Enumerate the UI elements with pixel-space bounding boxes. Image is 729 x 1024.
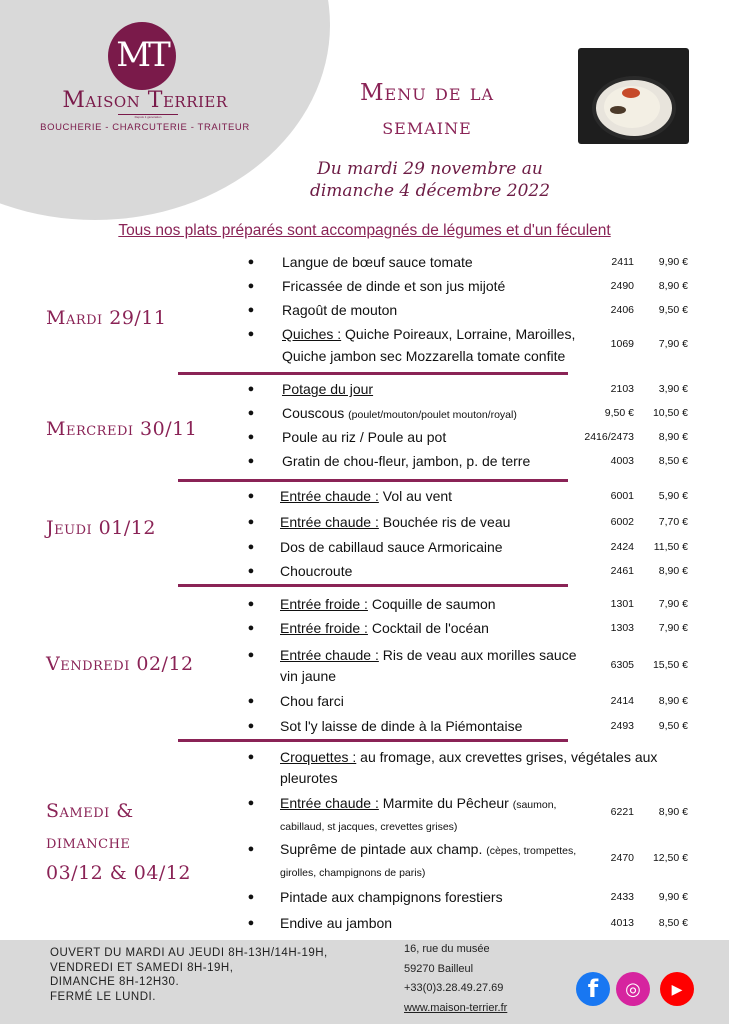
section-divider [178,372,568,375]
facebook-icon[interactable]: f [576,972,610,1006]
product-code: 9,50 € [604,407,634,419]
product-code: 2416/2473 [584,431,634,443]
section-divider [178,739,568,742]
product-code: 2461 [610,565,634,577]
price: 10,50 € [652,407,688,419]
price: 7,90 € [658,598,688,610]
product-code: 2490 [610,280,634,292]
day-label: Vendredi 02/12 [46,653,194,675]
brand-tagline: BOUCHERIE - CHARCUTERIE - TRAITEUR [40,122,250,133]
phone-number: +33(0)3.28.49.27.69 [404,982,504,994]
product-code: 2103 [610,383,634,395]
product-code: 1301 [610,598,634,610]
opening-hours [50,946,328,1004]
price: 8,90 € [658,695,688,707]
address [404,940,507,1018]
intro-text: Tous nos plats préparés sont accompagnés de légumes et d'un féculent [118,222,611,239]
product-code: 2470 [610,852,634,864]
address-city: 59270 Bailleul [404,962,474,975]
dates-line1: Du mardi 29 novembre au [317,159,543,179]
product-code: 2424 [610,541,634,553]
footer [0,940,729,1024]
brand-name: Maison Terrier [62,88,228,113]
price: 8,90 € [658,280,688,292]
price: 12,50 € [652,852,688,864]
hours-line: FERMÉ LE LUNDI. [50,990,156,1003]
product-code: 4003 [610,455,634,467]
instagram-icon[interactable]: ◎ [616,972,650,1006]
price: 8,50 € [658,917,688,929]
day-label: Mercredi 30/11 [46,418,198,440]
menu-title-line2: semaine [382,114,472,140]
section-divider [178,584,568,587]
product-code: 2411 [611,256,634,268]
youtube-icon[interactable]: ▶ [660,972,694,1006]
product-code: 2493 [610,720,634,732]
product-code: 6001 [610,490,634,502]
product-code: 1069 [610,338,634,350]
price: 7,90 € [658,622,688,634]
price: 3,90 € [658,383,688,395]
menu-title-line1: Menu de la [359,80,495,106]
day-label: dimanche [46,831,131,853]
price: 11,50 € [653,541,688,553]
price: 8,90 € [658,431,688,443]
logo: MT [108,22,176,90]
price: 9,90 € [658,256,688,268]
price: 5,90 € [658,490,688,502]
price: 8,90 € [658,806,688,818]
product-code: 2406 [610,304,634,316]
price: 9,50 € [658,720,688,732]
menu-title [332,76,522,144]
website-link[interactable]: www.maison-terrier.fr [404,1001,508,1014]
hours-line: OUVERT DU MARDI AU JEUDI 8H-13H/14H-19H, [50,947,328,959]
brand-since: Depuis 1 génération [118,114,178,119]
price: 15,50 € [652,659,688,671]
dates-line2: dimanche 4 décembre 2022 [309,181,551,201]
product-code: 1303 [610,622,634,634]
dish-photo [578,48,689,144]
day-label: Samedi & [46,800,134,822]
price: 8,50 € [658,455,688,467]
product-code: 6002 [610,516,634,528]
price: 7,90 € [658,338,688,350]
day-label: 03/12 & 04/12 [46,862,192,884]
price: 9,50 € [658,304,688,316]
price: 7,70 € [658,516,688,528]
product-code: 4013 [610,917,634,929]
price: 8,90 € [658,565,688,577]
hours-line: VENDREDI ET SAMEDI 8H-19H, [50,961,234,974]
hours-line: DIMANCHE 8H-12H30. [50,976,180,988]
product-code: 6305 [610,659,634,671]
section-divider [178,479,568,482]
menu-dates [280,158,580,202]
day-label: Jeudi 01/12 [46,517,156,539]
day-label: Mardi 29/11 [46,307,167,329]
product-code: 6221 [610,806,634,818]
price: 9,90 € [658,891,688,903]
product-code: 2414 [610,695,634,707]
address-street: 16, rue du musée [404,943,490,955]
product-code: 2433 [610,891,634,903]
